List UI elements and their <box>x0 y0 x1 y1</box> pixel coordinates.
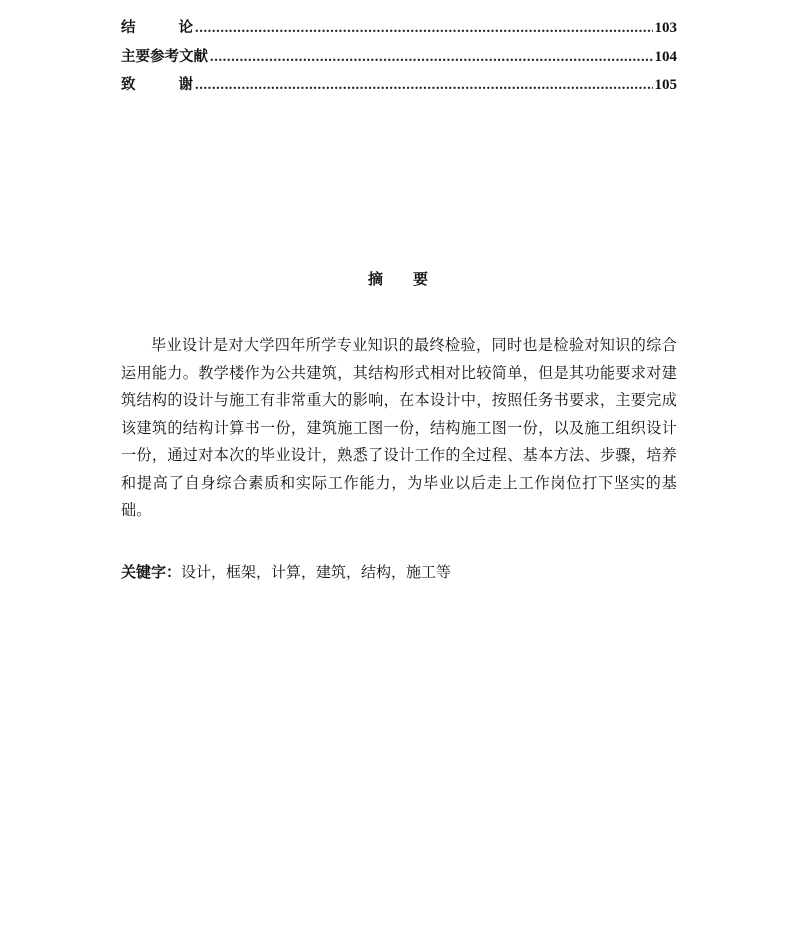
toc-leader-dots <box>195 14 653 43</box>
toc-entry-title <box>121 14 193 43</box>
toc-page-number: 104 <box>654 48 677 65</box>
toc-entry-references[interactable] <box>121 43 677 72</box>
toc-leader-dots <box>195 71 653 100</box>
keywords-value: 设计，框架，计算，建筑，结构，施工等 <box>181 563 452 581</box>
abstract-heading <box>0 268 796 289</box>
abstract-body: 毕业设计是对大学四年所学专业知识的最终检验，同时也是检验对知识的综合运用能力。教学楼作为公共建筑，其结构形式相对比较简单，但是其功能要求对建筑结构的设计与施工有非常重大的影响，在本设计中，按照任务书要求，主要完成该建筑的结构计算书一份，建筑施工图一份，结构施工图一份，以及施工组织设计一份，通过对本次的毕业设计，熟悉了设计工作的全过程、基本方法、步骤，培养和提高了自身综合素质和实际工作能力，为毕业以后走上工作岗位打下坚实的基础。 <box>121 336 677 520</box>
table-of-contents <box>121 14 677 100</box>
toc-entry-title <box>121 71 193 100</box>
abstract-heading-char: 摘 <box>367 270 383 288</box>
toc-page-number: 103 <box>654 20 677 36</box>
toc-page-number: 105 <box>654 77 677 93</box>
toc-entry-title: 主要参考文献 <box>121 48 208 65</box>
abstract-heading-char: 要 <box>413 270 429 288</box>
toc-leader-dots <box>210 43 653 72</box>
toc-title-char: 论 <box>178 20 193 36</box>
keywords-label: 关键字： <box>121 563 182 581</box>
toc-entry-conclusion[interactable] <box>121 14 677 43</box>
toc-title-char: 结 <box>121 20 136 36</box>
toc-title-char: 谢 <box>178 77 193 93</box>
keywords-line <box>121 561 451 583</box>
toc-title-char: 致 <box>121 77 136 93</box>
toc-entry-acknowledgements[interactable] <box>121 71 677 100</box>
